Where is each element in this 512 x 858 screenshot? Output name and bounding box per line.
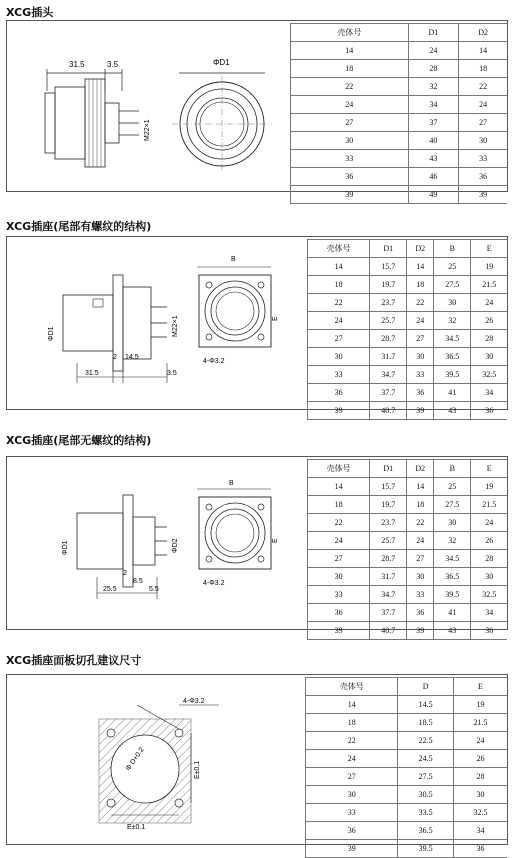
table-cell: 22 xyxy=(306,732,398,750)
table-cell: 24 xyxy=(408,42,459,60)
table-cell: 36 xyxy=(459,168,507,186)
header-d2: D2 xyxy=(407,460,434,478)
table-cell: 33 xyxy=(407,366,434,384)
table-cell: 36 xyxy=(291,168,409,186)
table-row xyxy=(308,514,508,532)
table-cell: 26 xyxy=(471,532,507,550)
table-cell: 34 xyxy=(453,822,507,840)
table-cell: 39 xyxy=(459,186,507,204)
header-shell-no: 壳体号 xyxy=(291,24,409,42)
panel-cutout-drawing xyxy=(7,675,307,845)
table-row xyxy=(308,586,508,604)
table-cell: 21.5 xyxy=(453,714,507,732)
table-cell: 34 xyxy=(471,604,507,622)
table-cell: 39 xyxy=(291,186,409,204)
table-cell: 24 xyxy=(308,312,370,330)
table-cell: 39.5 xyxy=(434,366,471,384)
table-cell: 39 xyxy=(308,622,370,640)
table-row xyxy=(308,402,508,420)
table-cell: 30 xyxy=(306,786,398,804)
table-cell: 28 xyxy=(453,768,507,786)
table-row xyxy=(308,532,508,550)
table-cell: 27 xyxy=(407,330,434,348)
table-cell: 36.5 xyxy=(434,568,471,586)
table-cell: 49 xyxy=(408,186,459,204)
panel-cutout-spec-table xyxy=(305,677,507,858)
table-cell: 18 xyxy=(407,496,434,514)
dim-holes: 4-Φ3.2 xyxy=(203,580,225,587)
table-cell: 36 xyxy=(453,840,507,858)
table-cell: 14 xyxy=(308,478,370,496)
table-cell: 32.5 xyxy=(471,586,507,604)
table-cell: 26 xyxy=(471,312,507,330)
table-cell: 21.5 xyxy=(471,276,507,294)
table-cell: 22 xyxy=(459,78,507,96)
plug-panel xyxy=(6,20,508,199)
table-cell: 22 xyxy=(308,294,370,312)
table-row xyxy=(308,312,508,330)
table-cell: 36 xyxy=(407,604,434,622)
table-row xyxy=(291,168,508,186)
table-cell: 14 xyxy=(291,42,409,60)
dim-e-horizontal: E±0.1 xyxy=(127,824,146,831)
table-cell: 23.7 xyxy=(370,514,407,532)
table-cell: 36 xyxy=(471,622,507,640)
header-d: D xyxy=(398,678,453,696)
table-cell: 22 xyxy=(308,514,370,532)
table-cell: 41 xyxy=(434,604,471,622)
table-cell: 27.5 xyxy=(398,768,453,786)
dim-phi-d1: ΦD1 xyxy=(213,58,230,67)
table-cell: 39.5 xyxy=(434,586,471,604)
table-row xyxy=(306,804,508,822)
table-cell: 40 xyxy=(408,132,459,150)
table-cell: 36.5 xyxy=(398,822,453,840)
table-cell: 39 xyxy=(306,840,398,858)
table-row xyxy=(306,822,508,840)
table-row xyxy=(291,150,508,168)
table-cell: 27 xyxy=(291,114,409,132)
table-cell: 27 xyxy=(459,114,507,132)
header-e: E xyxy=(471,240,507,258)
table-cell: 28 xyxy=(471,330,507,348)
table-cell: 19 xyxy=(471,258,507,276)
table-cell: 37 xyxy=(408,114,459,132)
dim-d: Φ D+0.2 xyxy=(124,746,146,773)
socket-unthreaded-drawing xyxy=(7,457,307,629)
table-row xyxy=(306,768,508,786)
header-shell-no: 壳体号 xyxy=(308,460,370,478)
table-cell: 34.5 xyxy=(434,550,471,568)
table-row xyxy=(308,568,508,586)
table-cell: 30 xyxy=(407,568,434,586)
table-cell: 46 xyxy=(408,168,459,186)
header-shell-no: 壳体号 xyxy=(306,678,398,696)
table-cell: 34 xyxy=(471,384,507,402)
plug-spec-table xyxy=(290,23,507,204)
dim-25-5: 25.5 xyxy=(103,586,117,593)
table-row xyxy=(308,366,508,384)
table-cell: 26 xyxy=(453,750,507,768)
dim-14-5: 14.5 xyxy=(125,354,139,361)
table-row xyxy=(291,42,508,60)
socket-threaded-panel xyxy=(6,236,508,415)
table-row xyxy=(308,604,508,622)
table-row xyxy=(306,714,508,732)
dim-2: 2 xyxy=(123,570,127,577)
table-cell: 14 xyxy=(308,258,370,276)
table-cell: 18 xyxy=(308,276,370,294)
table-cell: 32 xyxy=(434,532,471,550)
header-e: E xyxy=(453,678,507,696)
table-row xyxy=(291,132,508,150)
table-cell: 31.7 xyxy=(370,348,407,366)
table-cell: 33 xyxy=(308,366,370,384)
section-title-plug: XCG插头 xyxy=(6,6,54,19)
socket-unthreaded-spec-table xyxy=(307,459,507,640)
header-d2: D2 xyxy=(459,24,507,42)
table-cell: 14 xyxy=(407,258,434,276)
table-cell: 24 xyxy=(407,532,434,550)
table-cell: 18 xyxy=(407,276,434,294)
table-cell: 27 xyxy=(306,768,398,786)
dim-8-5: 8.5 xyxy=(133,578,143,585)
table-cell: 32.5 xyxy=(471,366,507,384)
table-row xyxy=(308,622,508,640)
table-row xyxy=(308,478,508,496)
table-row xyxy=(308,294,508,312)
dim-thread: M22×1 xyxy=(144,119,151,141)
dim-b: B xyxy=(231,256,236,263)
table-cell: 22.5 xyxy=(398,732,453,750)
plug-drawing xyxy=(7,21,297,191)
table-cell: 34.5 xyxy=(434,330,471,348)
table-cell: 24 xyxy=(459,96,507,114)
table-cell: 18 xyxy=(308,496,370,514)
table-cell: 24 xyxy=(407,312,434,330)
dim-5-5: 5.5 xyxy=(149,586,159,593)
socket-threaded-drawing xyxy=(7,237,307,409)
header-d1: D1 xyxy=(370,240,407,258)
table-cell: 28 xyxy=(471,550,507,568)
section-title-panel-cutout: XCG插座面板切孔建议尺寸 xyxy=(6,654,142,667)
table-row xyxy=(306,696,508,714)
dim-e: E xyxy=(272,538,279,543)
table-cell: 22 xyxy=(407,514,434,532)
table-cell: 14.5 xyxy=(398,696,453,714)
dim-31-5: 31.5 xyxy=(85,370,99,377)
table-cell: 43 xyxy=(434,402,471,420)
table-row xyxy=(291,78,508,96)
table-cell: 33.5 xyxy=(398,804,453,822)
table-cell: 14 xyxy=(306,696,398,714)
table-cell: 30.5 xyxy=(398,786,453,804)
table-cell: 23.7 xyxy=(370,294,407,312)
table-cell: 36 xyxy=(308,604,370,622)
table-cell: 43 xyxy=(408,150,459,168)
table-row xyxy=(306,786,508,804)
table-cell: 15.7 xyxy=(370,258,407,276)
table-cell: 32 xyxy=(408,78,459,96)
header-d1: D1 xyxy=(370,460,407,478)
table-row xyxy=(308,550,508,568)
table-row xyxy=(291,60,508,78)
table-cell: 22 xyxy=(407,294,434,312)
table-row xyxy=(306,750,508,768)
table-cell: 22 xyxy=(291,78,409,96)
dim-phi-d1: ΦD1 xyxy=(62,540,69,555)
table-cell: 39.5 xyxy=(398,840,453,858)
table-cell: 30 xyxy=(308,348,370,366)
dim-2: 2 xyxy=(113,354,117,361)
table-cell: 37.7 xyxy=(370,384,407,402)
table-row xyxy=(291,96,508,114)
table-cell: 24.5 xyxy=(398,750,453,768)
table-cell: 39 xyxy=(407,402,434,420)
table-cell: 39 xyxy=(407,622,434,640)
dim-e: E xyxy=(272,316,279,321)
table-row xyxy=(291,114,508,132)
table-cell: 21.5 xyxy=(471,496,507,514)
table-cell: 19 xyxy=(453,696,507,714)
table-cell: 27 xyxy=(407,550,434,568)
table-cell: 18 xyxy=(459,60,507,78)
table-cell: 28 xyxy=(408,60,459,78)
header-e: E xyxy=(471,460,507,478)
header-d2: D2 xyxy=(407,240,434,258)
table-cell: 25 xyxy=(434,258,471,276)
table-cell: 30 xyxy=(459,132,507,150)
socket-unthreaded-panel xyxy=(6,456,508,635)
table-cell: 27.5 xyxy=(434,496,471,514)
table-cell: 36 xyxy=(407,384,434,402)
table-cell: 32 xyxy=(434,312,471,330)
table-row xyxy=(306,732,508,750)
table-cell: 24 xyxy=(306,750,398,768)
table-row xyxy=(308,330,508,348)
table-cell: 33 xyxy=(459,150,507,168)
table-cell: 28.7 xyxy=(370,550,407,568)
dim-31-5: 31.5 xyxy=(69,60,85,69)
table-row xyxy=(308,258,508,276)
dim-phi-d2: ΦD2 xyxy=(172,538,179,553)
table-cell: 37.7 xyxy=(370,604,407,622)
dim-b: B xyxy=(229,480,234,487)
table-cell: 32.5 xyxy=(453,804,507,822)
table-cell: 28.7 xyxy=(370,330,407,348)
table-cell: 36.5 xyxy=(434,348,471,366)
table-cell: 19 xyxy=(471,478,507,496)
header-shell-no: 壳体号 xyxy=(308,240,370,258)
table-cell: 41 xyxy=(434,384,471,402)
table-row xyxy=(308,384,508,402)
table-cell: 27.5 xyxy=(434,276,471,294)
table-cell: 18 xyxy=(291,60,409,78)
table-cell: 27 xyxy=(308,330,370,348)
dim-3-5: 3.5 xyxy=(167,370,177,377)
table-cell: 33 xyxy=(291,150,409,168)
header-b: B xyxy=(434,240,471,258)
table-cell: 30 xyxy=(471,348,507,366)
table-cell: 34.7 xyxy=(370,366,407,384)
table-cell: 30 xyxy=(471,568,507,586)
table-row xyxy=(308,276,508,294)
section-title-socket-threaded: XCG插座(尾部有螺纹的结构) xyxy=(6,220,152,233)
table-cell: 24 xyxy=(291,96,409,114)
table-cell: 24 xyxy=(453,732,507,750)
table-cell: 19.7 xyxy=(370,496,407,514)
table-cell: 14 xyxy=(459,42,507,60)
table-cell: 30 xyxy=(434,294,471,312)
section-title-socket-unthreaded: XCG插座(尾部无螺纹的结构) xyxy=(6,434,152,447)
table-row xyxy=(308,348,508,366)
panel-cutout-panel xyxy=(6,674,508,853)
table-cell: 14 xyxy=(407,478,434,496)
table-cell: 27 xyxy=(308,550,370,568)
header-b: B xyxy=(434,460,471,478)
table-cell: 40.7 xyxy=(370,622,407,640)
table-cell: 39 xyxy=(308,402,370,420)
table-cell: 33 xyxy=(407,586,434,604)
table-cell: 25.7 xyxy=(370,532,407,550)
table-cell: 43 xyxy=(434,622,471,640)
table-cell: 33 xyxy=(308,586,370,604)
dim-holes: 4-Φ3.2 xyxy=(203,358,225,365)
table-cell: 19.7 xyxy=(370,276,407,294)
table-cell: 30 xyxy=(291,132,409,150)
table-cell: 18.5 xyxy=(398,714,453,732)
table-cell: 34.7 xyxy=(370,586,407,604)
socket-threaded-spec-table xyxy=(307,239,507,420)
dim-3-5: 3.5 xyxy=(107,60,119,69)
header-d1: D1 xyxy=(408,24,459,42)
table-cell: 15.7 xyxy=(370,478,407,496)
table-cell: 36 xyxy=(306,822,398,840)
table-cell: 33 xyxy=(306,804,398,822)
table-cell: 40.7 xyxy=(370,402,407,420)
table-cell: 25.7 xyxy=(370,312,407,330)
table-cell: 24 xyxy=(308,532,370,550)
table-row xyxy=(291,186,508,204)
table-cell: 18 xyxy=(306,714,398,732)
table-cell: 24 xyxy=(471,514,507,532)
table-cell: 25 xyxy=(434,478,471,496)
dim-holes: 4-Φ3.2 xyxy=(183,698,205,705)
table-cell: 24 xyxy=(471,294,507,312)
dim-phi-d1: ΦD1 xyxy=(48,326,55,341)
dim-e-vertical: E±0.1 xyxy=(194,760,201,779)
table-cell: 31.7 xyxy=(370,568,407,586)
table-cell: 34 xyxy=(408,96,459,114)
table-cell: 30 xyxy=(407,348,434,366)
table-row xyxy=(308,496,508,514)
table-cell: 36 xyxy=(308,384,370,402)
table-cell: 30 xyxy=(453,786,507,804)
table-cell: 36 xyxy=(471,402,507,420)
table-cell: 30 xyxy=(434,514,471,532)
table-cell: 30 xyxy=(308,568,370,586)
dim-thread: M22×1 xyxy=(172,315,179,337)
